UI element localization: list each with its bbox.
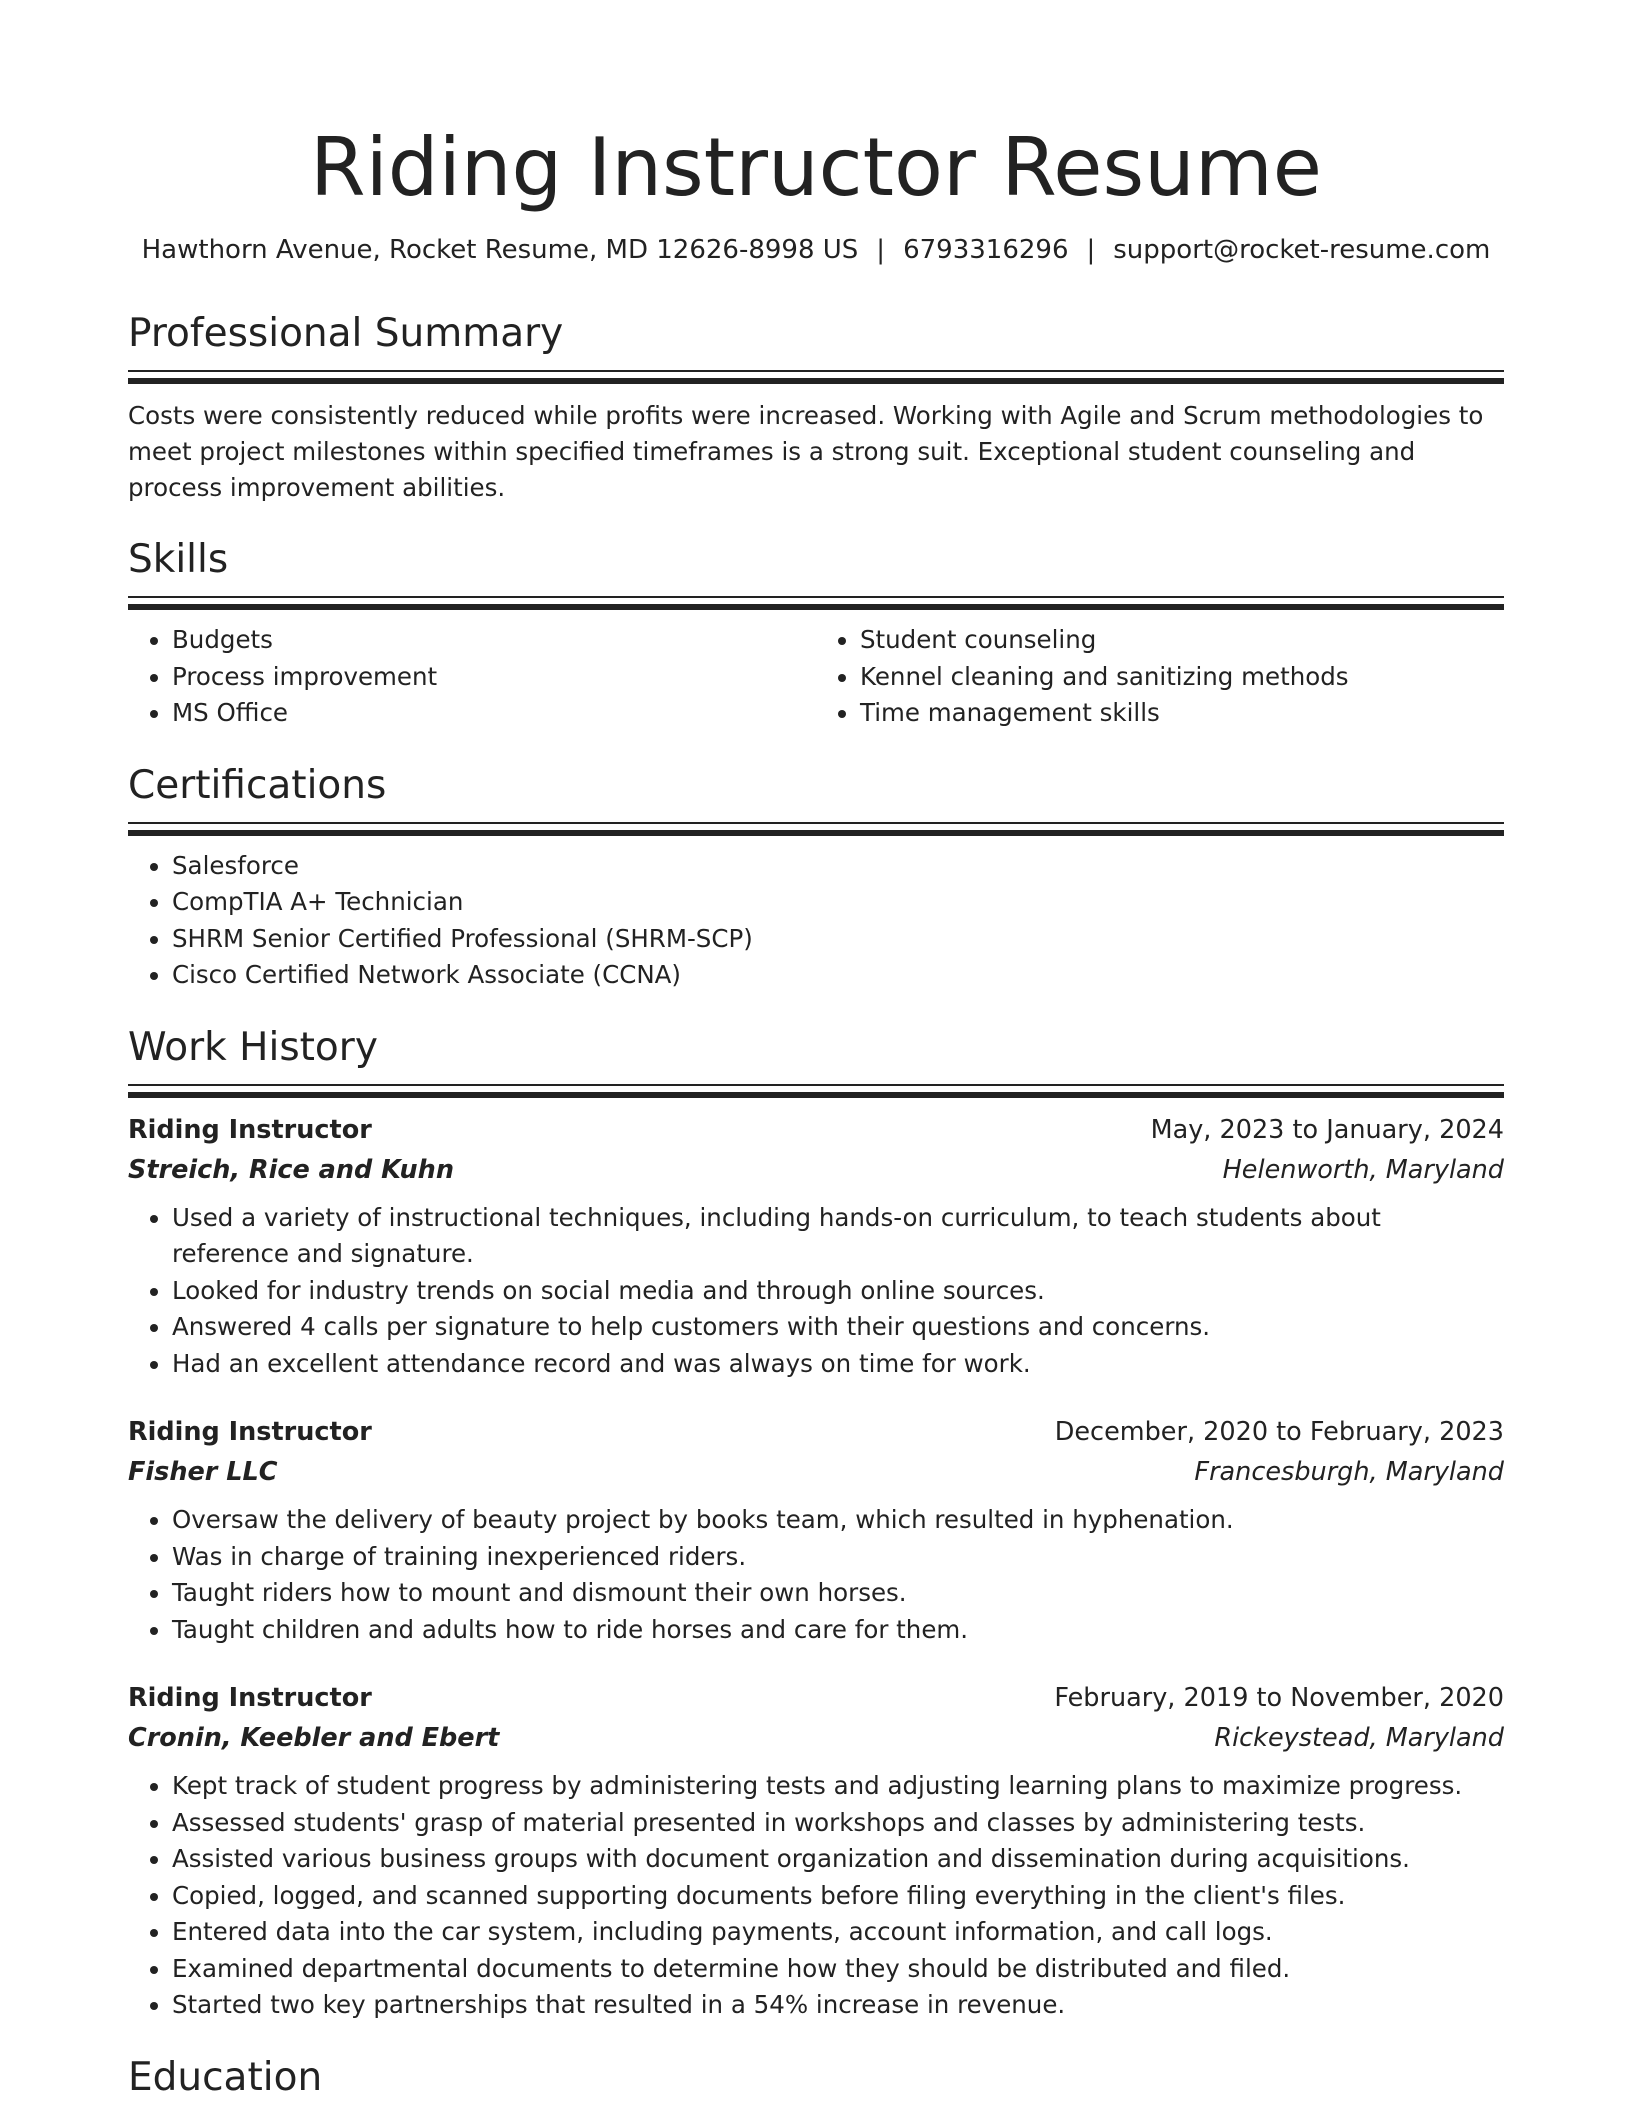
contact-line bbox=[128, 232, 1504, 268]
section-divider bbox=[128, 1084, 1504, 1098]
certification-item: • SHRM Senior Certified Professional (SHRM-SCP) bbox=[172, 921, 1504, 958]
skills-section bbox=[128, 536, 1504, 732]
skill-item: • Budgets bbox=[172, 622, 816, 659]
job-entry bbox=[128, 1412, 1504, 1648]
contact-separator: | bbox=[1086, 235, 1096, 265]
job-entry bbox=[128, 1678, 1504, 2024]
contact-phone: 6793316296 bbox=[903, 235, 1069, 265]
contact-separator: | bbox=[876, 235, 886, 265]
certifications-list bbox=[128, 848, 1504, 994]
job-bullet: • Assessed students' grasp of material presented in workshops and classes by administering tests. bbox=[172, 1805, 1504, 1842]
job-dates: December, 2020 to February, 2023 bbox=[1054, 1417, 1504, 1447]
job-header-row bbox=[128, 1110, 1504, 1150]
job-bullet: • Kept track of student progress by administering tests and adjusting learning plans to maximize progress. bbox=[172, 1768, 1504, 1805]
job-subheader-row bbox=[128, 1452, 1504, 1492]
summary-section bbox=[128, 310, 1504, 506]
skill-item: • Time management skills bbox=[860, 695, 1504, 732]
job-company: Cronin, Keebler and Ebert bbox=[128, 1723, 500, 1753]
job-location: Rickeystead, Maryland bbox=[1214, 1723, 1504, 1753]
contact-email: support@rocket-resume.com bbox=[1113, 235, 1491, 265]
job-dates: May, 2023 to January, 2024 bbox=[1150, 1114, 1504, 1145]
resume-title: Riding Instructor Resume bbox=[309, 121, 1323, 214]
job-location: Helenworth, Maryland bbox=[1222, 1154, 1504, 1185]
job-bullet: • Answered 4 calls per signature to help customers with their questions and concerns. bbox=[172, 1309, 1504, 1346]
skills-list-left bbox=[128, 622, 816, 732]
job-bullet: • Oversaw the delivery of beauty project by books team, which resulted in hyphenation. bbox=[172, 1502, 1504, 1539]
job-bullet: • Started two key partnerships that resulted in a 54% increase in revenue. bbox=[172, 1987, 1504, 2024]
certifications-section bbox=[128, 762, 1504, 994]
job-bullet: • Taught children and adults how to ride horses and care for them. bbox=[172, 1612, 1504, 1649]
job-header-row bbox=[128, 1412, 1504, 1452]
job-bullets bbox=[128, 1502, 1504, 1648]
job-title: Riding Instructor bbox=[128, 1683, 372, 1713]
skills-grid bbox=[128, 622, 1504, 732]
job-bullet: • Was in charge of training inexperienced riders. bbox=[172, 1539, 1504, 1576]
job-bullet: • Had an excellent attendance record and was always on time for work. bbox=[172, 1346, 1504, 1383]
section-heading: Certifications bbox=[128, 762, 387, 808]
section-divider bbox=[128, 822, 1504, 836]
section-divider bbox=[128, 596, 1504, 610]
skill-item: • MS Office bbox=[172, 695, 816, 732]
job-entry bbox=[128, 1110, 1504, 1383]
skills-list-right bbox=[816, 622, 1504, 732]
job-bullet: • Looked for industry trends on social media and through online sources. bbox=[172, 1273, 1504, 1310]
job-dates: February, 2019 to November, 2020 bbox=[1054, 1683, 1504, 1713]
job-bullets bbox=[128, 1200, 1504, 1383]
contact-address: Hawthorn Avenue, Rocket Resume, MD 12626-8998 US bbox=[141, 235, 859, 265]
skill-item: • Kennel cleaning and sanitizing methods bbox=[860, 659, 1504, 696]
section-heading: Professional Summary bbox=[128, 311, 564, 356]
job-bullet: • Examined departmental documents to determine how they should be distributed and filed. bbox=[172, 1951, 1504, 1988]
section-heading: Skills bbox=[128, 537, 229, 582]
job-bullet: • Used a variety of instructional techniques, including hands-on curriculum, to teach students about reference and signature. bbox=[172, 1200, 1504, 1273]
section-divider bbox=[128, 370, 1504, 384]
job-subheader-row bbox=[128, 1718, 1504, 1758]
job-subheader-row bbox=[128, 1150, 1504, 1190]
section-heading: Education bbox=[128, 2054, 323, 2100]
job-company: Streich, Rice and Kuhn bbox=[128, 1154, 454, 1185]
summary-text: Costs were consistently reduced while profits were increased. Working with Agile and Scrum methodologies to meet project milestones within specified timeframes is a strong suit. Exceptional student counseling and process improvement abilities. bbox=[128, 401, 1484, 502]
job-title: Riding Instructor bbox=[128, 1114, 372, 1145]
education-section bbox=[128, 2054, 1504, 2102]
skill-item: • Process improvement bbox=[172, 659, 816, 696]
certification-item: • Cisco Certified Network Associate (CCNA) bbox=[172, 957, 1504, 994]
job-bullet: • Copied, logged, and scanned supporting documents before filing everything in the client's files. bbox=[172, 1878, 1504, 1915]
job-bullet: • Entered data into the car system, including payments, account information, and call logs. bbox=[172, 1914, 1504, 1951]
job-title: Riding Instructor bbox=[128, 1417, 372, 1447]
certification-item: • CompTIA A+ Technician bbox=[172, 884, 1504, 921]
job-bullets bbox=[128, 1768, 1504, 2024]
job-bullet: • Assisted various business groups with document organization and dissemination during acquisitions. bbox=[172, 1841, 1504, 1878]
job-header-row bbox=[128, 1678, 1504, 1718]
certification-item: • Salesforce bbox=[172, 848, 1504, 885]
skill-item: • Student counseling bbox=[860, 622, 1504, 659]
section-heading: Work History bbox=[128, 1024, 378, 1070]
work-history-section bbox=[128, 1024, 1504, 2024]
job-company: Fisher LLC bbox=[128, 1457, 278, 1487]
job-bullet: • Taught riders how to mount and dismount their own horses. bbox=[172, 1575, 1504, 1612]
job-location: Francesburgh, Maryland bbox=[1194, 1457, 1504, 1487]
